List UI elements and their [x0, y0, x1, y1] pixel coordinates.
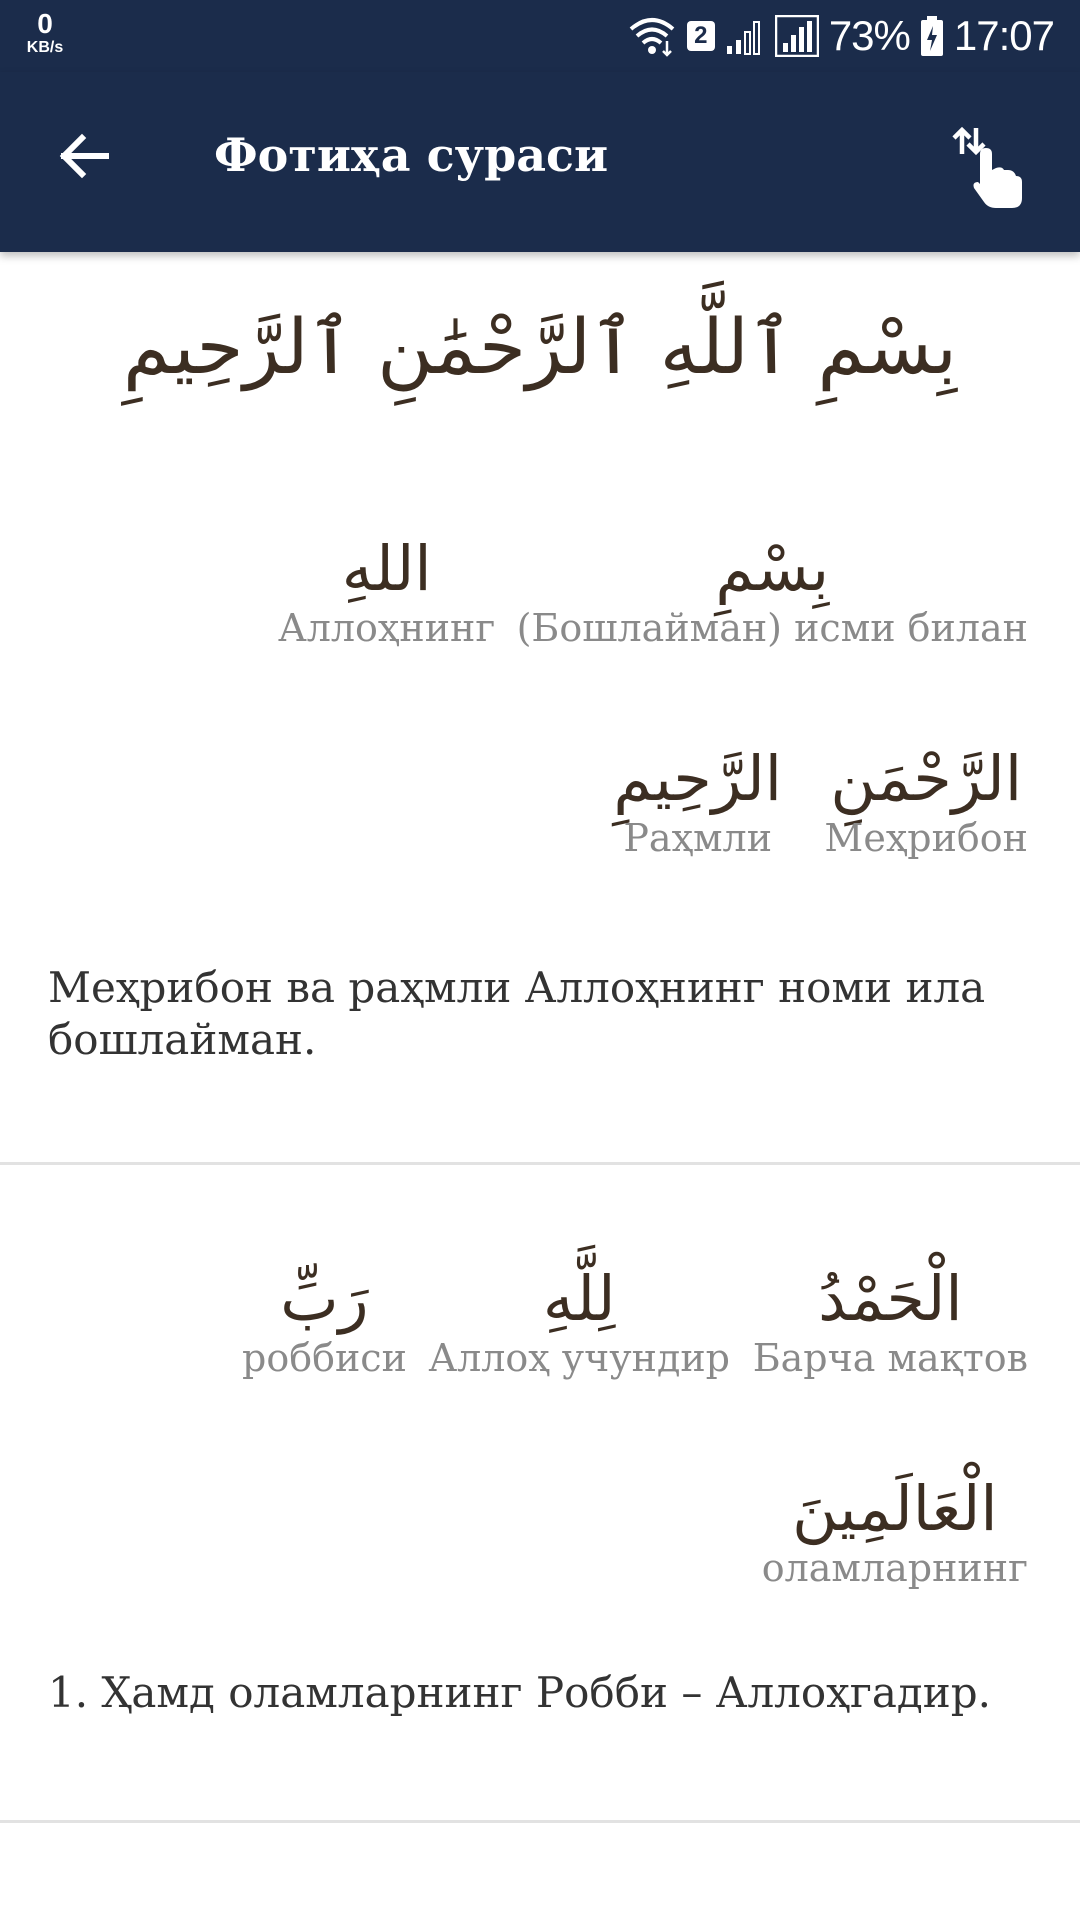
network-speed-unit: KB/s — [26, 39, 64, 56]
clock: 17:07 — [953, 12, 1054, 59]
word-translation: Аллоҳнинг — [278, 606, 496, 651]
word-card[interactable] — [753, 1262, 1028, 1380]
word-translation: Раҳмли — [623, 816, 773, 861]
verse-translation: 1. Ҳамд оламларнинг Робби – Аллоҳгадир. — [48, 1668, 991, 1717]
word-arabic: الْحَمْدُ — [818, 1262, 963, 1335]
status-bar — [0, 0, 1080, 72]
word-arabic: الرَّحِيمِ — [613, 742, 782, 815]
sim-2-badge: 2 — [687, 21, 715, 51]
word-arabic: بِسْمِ — [715, 532, 830, 605]
word-translation: Барча мақтов — [752, 1336, 1028, 1381]
signal-icon — [775, 15, 819, 57]
word-card[interactable] — [824, 742, 1028, 860]
word-card[interactable] — [613, 742, 782, 860]
signal-weak-icon — [725, 16, 765, 56]
battery-charging-icon — [920, 15, 944, 57]
word-arabic: لِلَّهِ — [542, 1262, 616, 1335]
swap-touch-icon — [950, 124, 1030, 214]
app-bar — [0, 72, 1080, 252]
back-button[interactable] — [44, 116, 124, 196]
verse-translation: Меҳрибон ва раҳмли Аллоҳнинг номи ила бошлайман. — [48, 963, 986, 1064]
word-card[interactable] — [428, 1262, 730, 1380]
display-mode-button[interactable] — [950, 124, 1030, 214]
word-translation: оламларнинг — [761, 1546, 1028, 1591]
word-translation: (Бошлайман) исми билан — [516, 606, 1028, 651]
word-arabic: اللهِ — [341, 532, 432, 605]
network-speed — [20, 10, 70, 56]
word-translation: роббиси — [242, 1336, 407, 1381]
network-speed-value: 0 — [37, 8, 53, 39]
word-arabic: الرَّحْمَنِ — [830, 742, 1023, 815]
word-arabic: الْعَالَمِينَ — [792, 1472, 998, 1545]
bismillah-heading: بِسْمِ ٱللَّهِ ٱلرَّحْمَٰنِ ٱلرَّحِيمِ — [122, 302, 958, 391]
word-arabic: رَبِّ — [280, 1262, 369, 1335]
page-title: Фотиҳа сураси — [214, 128, 609, 182]
divider — [0, 1820, 1080, 1823]
word-card[interactable] — [242, 1262, 407, 1380]
status-icons — [627, 0, 1054, 72]
arrow-left-icon — [54, 126, 114, 186]
word-card[interactable] — [517, 532, 1028, 650]
word-translation: Меҳрибон — [824, 816, 1028, 861]
divider — [0, 1162, 1080, 1165]
word-card[interactable] — [278, 532, 495, 650]
word-card[interactable] — [762, 1472, 1028, 1590]
word-translation: Аллоҳ учундир — [428, 1336, 730, 1381]
battery-percent: 73% — [828, 12, 910, 59]
wifi-icon — [627, 15, 677, 57]
